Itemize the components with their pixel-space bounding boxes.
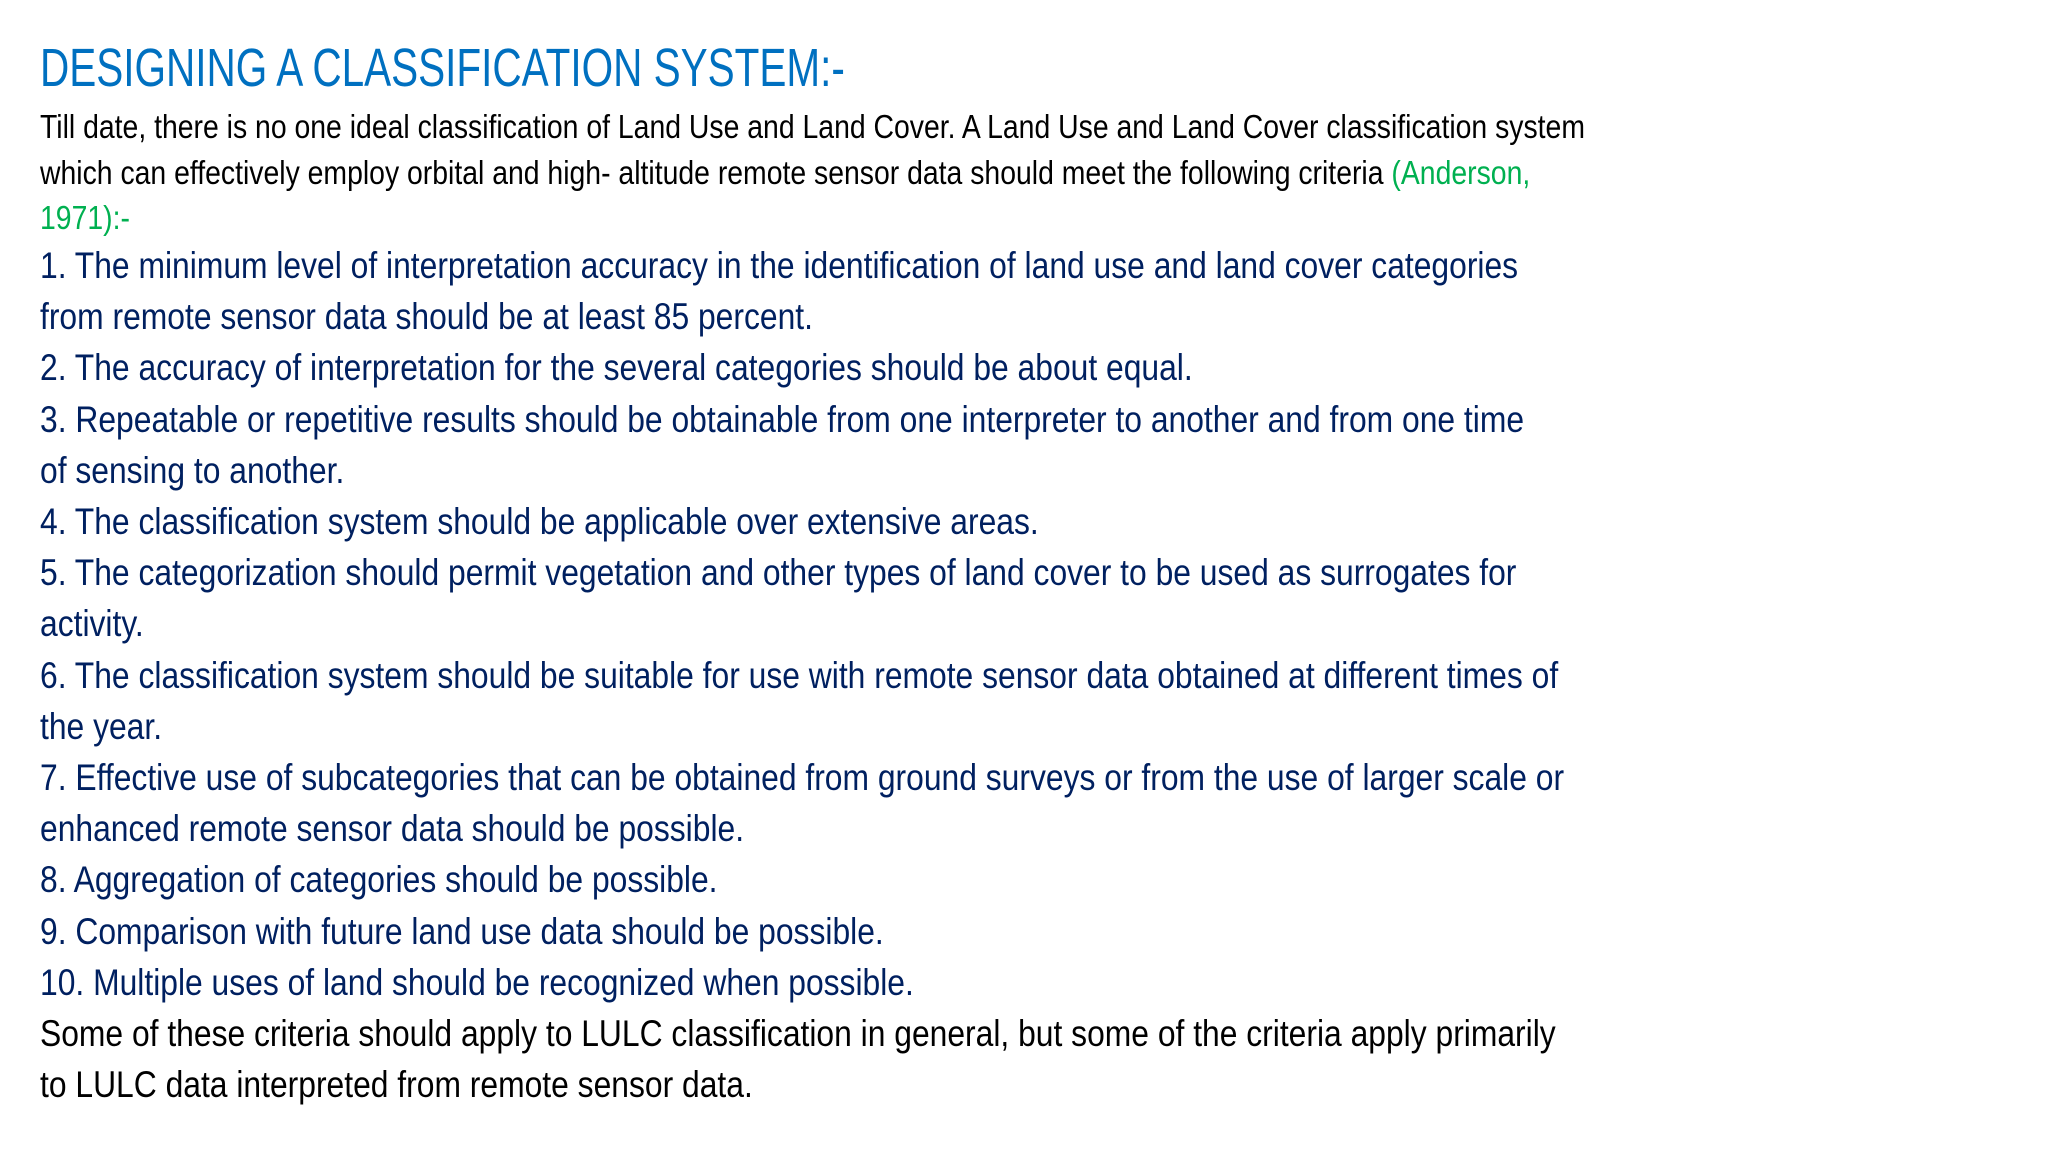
- criteria-item-6: 6. The classification system should be suitable for use with remote sensor data obtained at different times of: [40, 654, 1559, 696]
- criteria-item-1-cont: from remote sensor data should be at least 85 percent.: [40, 296, 813, 338]
- criteria-item-6-cont: the year.: [40, 705, 163, 747]
- criteria-item-10: 10. Multiple uses of land should be recognized when possible.: [40, 961, 914, 1003]
- criteria-item-9: 9. Comparison with future land use data should be possible.: [40, 910, 884, 952]
- intro-text: which can effectively employ orbital and high- altitude remote sensor data should meet the following criteria: [40, 153, 1392, 191]
- criteria-item-7: 7. Effective use of subcategories that can be obtained from ground surveys or from the use of larger scale or: [40, 757, 1565, 799]
- intro-line: Till date, there is no one ideal classification of Land Use and Land Cover. A Land Use and Land Cover classification system: [40, 108, 1585, 145]
- intro-paragraph: [40, 104, 1837, 241]
- citation-continued: 1971):-: [40, 199, 130, 237]
- criteria-item-5: 5. The categorization should permit vegetation and other types of land cover to be used as surrogates for: [40, 552, 1517, 594]
- criteria-item-3-cont: of sensing to another.: [40, 449, 345, 491]
- criteria-item-7-cont: enhanced remote sensor data should be possible.: [40, 808, 745, 850]
- slide-title: DESIGNING A CLASSIFICATION SYSTEM:-: [40, 38, 845, 98]
- criteria-item-2: 2. The accuracy of interpretation for the several categories should be about equal.: [40, 347, 1193, 389]
- criteria-item-4: 4. The classification system should be applicable over extensive areas.: [40, 501, 1039, 543]
- criteria-list: [40, 240, 1812, 1008]
- intro-line: [40, 150, 1585, 196]
- criteria-item-1: 1. The minimum level of interpretation accuracy in the identification of land use and land cover categories: [40, 245, 1519, 286]
- criteria-item-5-cont: activity.: [40, 603, 144, 645]
- criteria-item-3: 3. Repeatable or repetitive results should be obtainable from one interpreter to another and from one time: [40, 398, 1525, 440]
- conclusion-line: to LULC data interpreted from remote sensor data.: [40, 1064, 753, 1106]
- citation: (Anderson,: [1391, 153, 1531, 191]
- conclusion-paragraph: [40, 1008, 1802, 1110]
- conclusion-line: Some of these criteria should apply to LULC classification in general, but some of the criteria apply primarily: [40, 1013, 1556, 1054]
- criteria-item-8: 8. Aggregation of categories should be possible.: [40, 859, 718, 901]
